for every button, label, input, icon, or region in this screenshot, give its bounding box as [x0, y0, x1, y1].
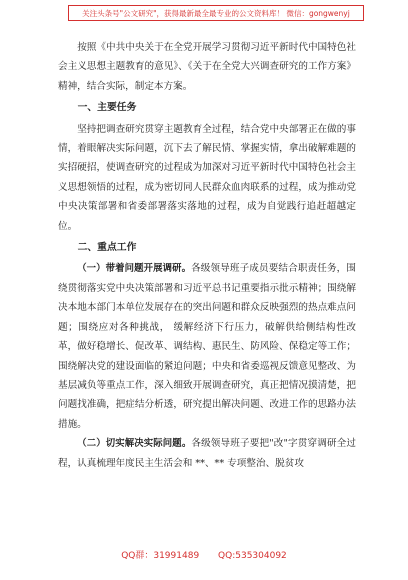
footer-contact — [0, 548, 408, 561]
item-1-paragraph — [58, 259, 356, 434]
section-1-body: 坚持把调查研究贯穿主题教育全过程，结合党中央部署正在做的事情，着眼解决实际问题，沉下去了解民情、掌握实情，拿出破解难题的实招硬招，使调查研究的过程成为加深对习近平新时代中国特色社会主义思想领悟的过程，成为密切同人民群众血肉联系的过程，成为推动党中央决策部署和省委部署落实落地的过程，成为自觉践行追赶超越定位。 — [58, 123, 356, 232]
footer-qq-group: QQ群：31991489 — [121, 551, 200, 561]
banner-text: 关注头条号"公文研究"，获得最新最全最专业的公文资料库！ 微信：gongwenyj — [82, 8, 350, 18]
item-1-title: （一）带着问题开展调研。 — [77, 263, 192, 275]
item-2-body: 各级领导班子要把"改"字贯穿调研全过程，认真梳理年度民主生活会和 **、** 专项整治、脱贫攻 — [58, 438, 356, 469]
footer-qq: QQ:535304092 — [218, 551, 287, 561]
item-2-paragraph — [58, 434, 356, 473]
section-2-heading: 二、重点工作 — [77, 242, 137, 254]
intro-paragraph: 按照《中共中央关于在全党开展学习贯彻习近平新时代中国特色社会主义思想主题教育的意见》、《关于在全党大兴调查研究的工作方案》精神，结合实际，制定本方案。 — [58, 42, 356, 92]
item-2-title: （二）切实解决实际问题。 — [77, 438, 192, 450]
section-1-heading: 一、主要任务 — [77, 102, 137, 114]
header-banner — [68, 5, 364, 21]
document-page — [58, 38, 356, 473]
item-1-body: 各级领导班子成员要结合职责任务，围绕贯彻落实党中央决策部署和习近平总书记重要指示批示精神；围绕解决本地本部门本单位发展存在的突出问题和群众反映强烈的热点难点问题；围绕应对各种挑战， 缓解经济下行压力，破解供给侧结构性改革，做好稳增长、促改革、调结构、惠民生、防风险、保稳定等工作；围绕解决党的建设面临的紧迫问题；中央和省委巡视反馈意见整改、为基层减负等重点工作，深入细致开展调查研究，真正把情况摸清楚，把问题找准确，把症结分析透，研究提出解决问题、改进工作的思路办法措施。 — [58, 263, 356, 430]
